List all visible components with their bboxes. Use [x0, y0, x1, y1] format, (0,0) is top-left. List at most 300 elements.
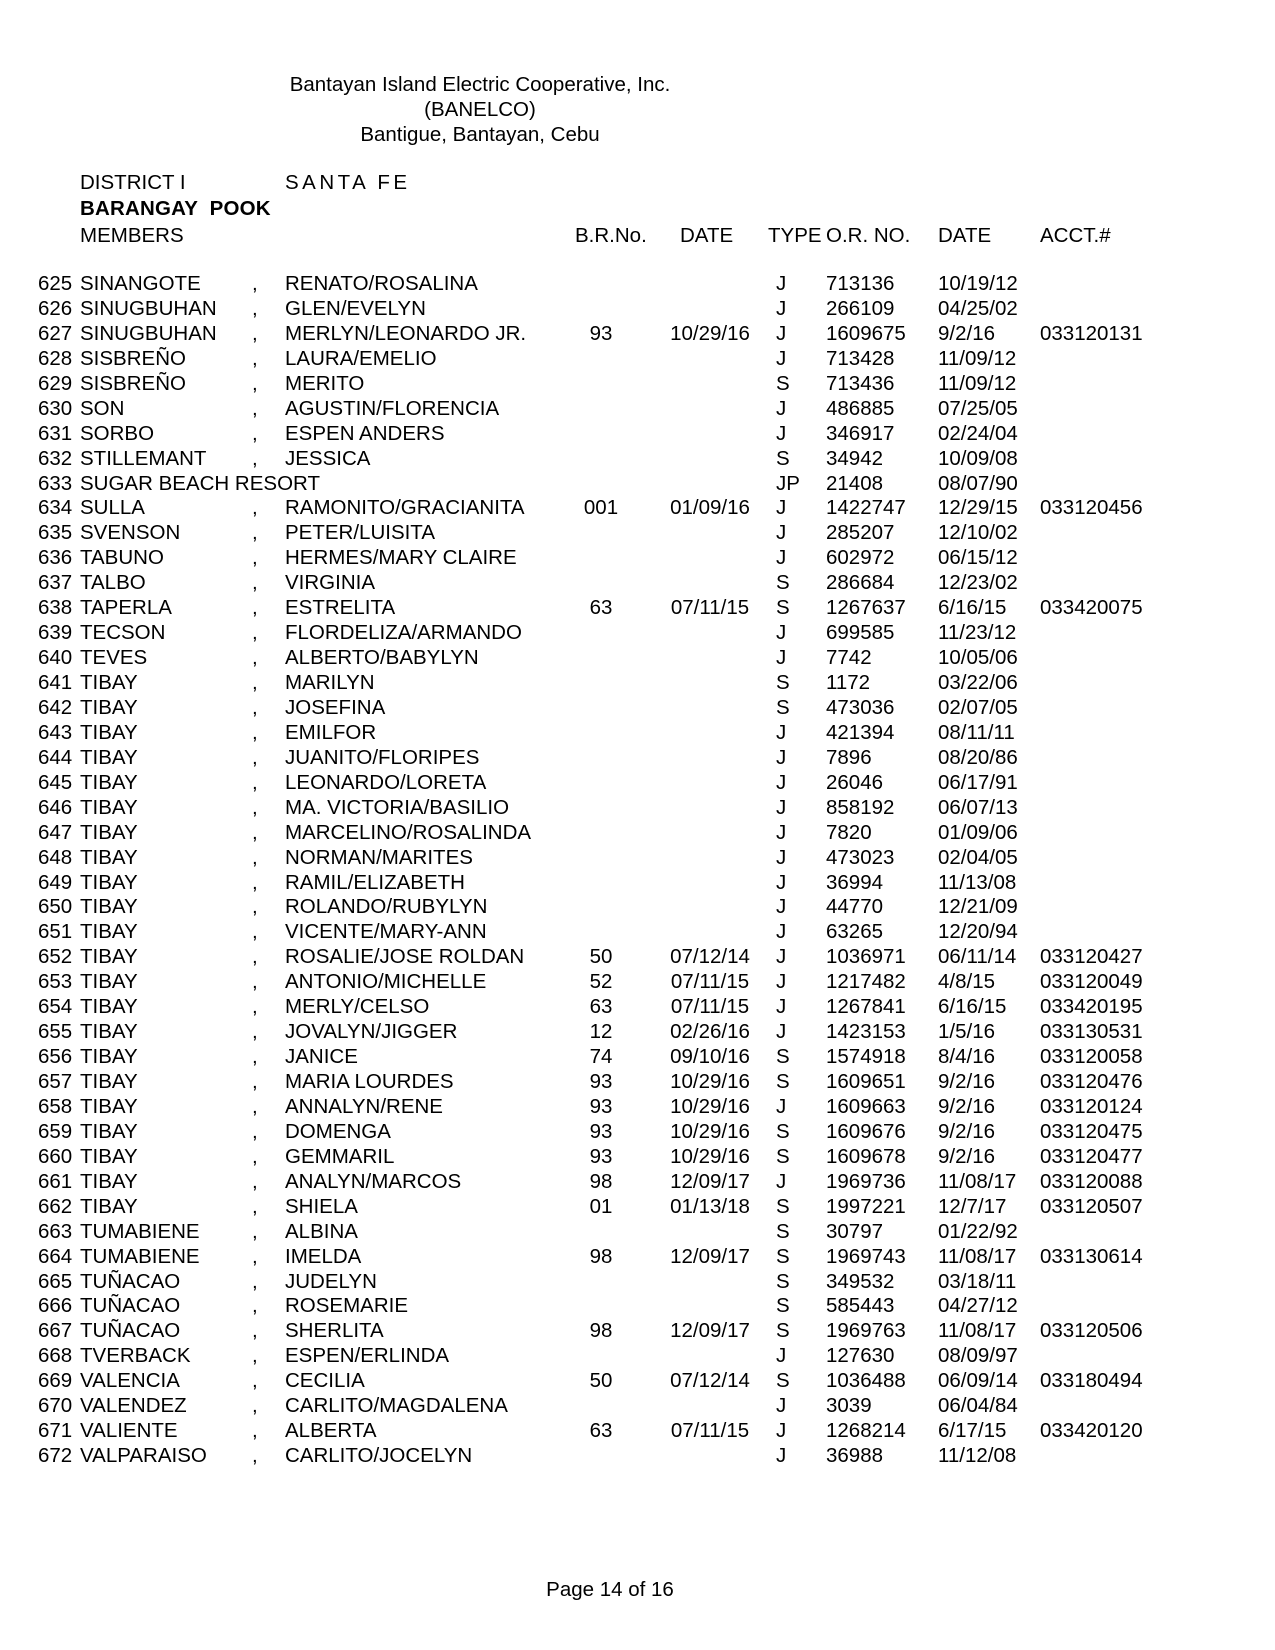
row-last-name: VALPARAISO — [80, 1444, 207, 1468]
district-label: DISTRICT I — [80, 171, 186, 194]
row-type: S — [776, 446, 790, 470]
row-or-no: 1969763 — [826, 1319, 906, 1343]
row-first-name: PETER/LUISITA — [285, 521, 435, 545]
row-type: J — [776, 396, 787, 420]
row-acct-no: 033120088 — [1040, 1169, 1143, 1193]
row-separator: , — [252, 496, 258, 520]
row-br-date: 10/29/16 — [670, 321, 750, 345]
row-or-date: 11/23/12 — [938, 621, 1017, 645]
row-separator: , — [252, 695, 258, 719]
row-acct-no: 033120124 — [1040, 1094, 1143, 1118]
row-separator: , — [252, 1045, 258, 1069]
row-last-name: TUÑACAO — [80, 1319, 181, 1343]
row-seq: 663 — [38, 1219, 73, 1243]
row-last-name: TIBAY — [80, 1094, 138, 1118]
row-separator: , — [252, 1269, 258, 1293]
cooperative-address: Bantigue, Bantayan, Cebu — [360, 123, 600, 146]
row-or-date: 07/25/05 — [938, 396, 1018, 420]
row-br-date: 07/12/14 — [670, 1369, 750, 1393]
row-last-name: TIBAY — [80, 671, 138, 694]
row-separator: , — [252, 1394, 258, 1418]
row-seq: 652 — [38, 945, 73, 969]
row-br-date: 01/09/16 — [670, 496, 750, 520]
row-separator: , — [252, 321, 258, 345]
row-or-no: 36994 — [826, 870, 884, 894]
row-seq: 654 — [38, 995, 73, 1019]
members-table — [0, 272, 1275, 1469]
row-first-name: SHERLITA — [285, 1319, 384, 1343]
row-seq: 667 — [38, 1319, 73, 1343]
row-last-name: VALIENTE — [80, 1419, 178, 1443]
letterhead — [0, 72, 960, 147]
row-type: J — [776, 521, 787, 545]
row-last-name: TIBAY — [80, 795, 138, 819]
row-seq: 650 — [38, 895, 73, 919]
table-row — [0, 1195, 1275, 1220]
row-or-no: 285207 — [826, 521, 895, 545]
row-first-name: AGUSTIN/FLORENCIA — [285, 396, 500, 420]
row-separator: , — [252, 371, 258, 395]
row-type: S — [776, 671, 790, 694]
row-or-no: 1268214 — [826, 1419, 906, 1443]
column-header-br-date: DATE — [680, 224, 734, 247]
row-type: J — [776, 346, 787, 370]
row-or-no: 473023 — [826, 845, 895, 869]
table-row — [0, 1045, 1275, 1070]
row-type: S — [776, 571, 790, 595]
row-type: J — [776, 870, 787, 894]
row-last-name: STILLEMANT — [80, 446, 207, 470]
row-type: J — [776, 920, 787, 944]
row-or-date: 11/09/12 — [938, 346, 1017, 370]
table-row — [0, 1120, 1275, 1145]
row-type: S — [776, 1369, 790, 1393]
row-first-name: ESTRELITA — [285, 596, 396, 620]
row-or-no: 1217482 — [826, 970, 906, 994]
column-header-row — [0, 224, 1275, 250]
row-or-no: 1267637 — [826, 596, 906, 620]
row-br-date: 07/11/15 — [670, 970, 750, 994]
column-header-brno: B.R.No. — [575, 224, 647, 247]
row-separator: , — [252, 1144, 258, 1168]
row-first-name: JUDELYN — [285, 1269, 377, 1293]
table-row — [0, 796, 1275, 821]
row-br-no: 63 — [589, 995, 613, 1019]
row-last-name: TIBAY — [80, 1045, 138, 1069]
row-first-name: VIRGINIA — [285, 571, 375, 595]
row-first-name: ANTONIO/MICHELLE — [285, 970, 487, 994]
table-row — [0, 1394, 1275, 1419]
row-separator: , — [252, 296, 258, 320]
table-row — [0, 297, 1275, 322]
row-last-name: TAPERLA — [80, 596, 172, 620]
row-or-date: 12/7/17 — [938, 1194, 1007, 1218]
row-seq: 646 — [38, 795, 73, 819]
row-separator: , — [252, 920, 258, 944]
row-or-no: 1609651 — [826, 1070, 906, 1093]
row-first-name: MA. VICTORIA/BASILIO — [285, 795, 510, 819]
table-row — [0, 945, 1275, 970]
row-first-name: LEONARDO/LORETA — [285, 770, 487, 794]
row-first-name: CECILIA — [285, 1369, 365, 1393]
table-row — [0, 397, 1275, 422]
table-row — [0, 1095, 1275, 1120]
table-row — [0, 472, 1275, 497]
row-acct-no: 033120507 — [1040, 1194, 1143, 1218]
table-row — [0, 347, 1275, 372]
column-header-acct: ACCT.# — [1040, 224, 1111, 247]
row-or-date: 01/22/92 — [938, 1219, 1018, 1243]
row-or-no: 63265 — [826, 920, 884, 944]
row-last-name: TALBO — [80, 571, 146, 595]
row-seq: 645 — [38, 770, 73, 794]
row-type: JP — [776, 471, 800, 495]
column-header-or-date: DATE — [938, 224, 992, 247]
row-or-no: 1172 — [826, 671, 871, 694]
column-header-orno: O.R. NO. — [826, 224, 911, 247]
row-br-date: 10/29/16 — [670, 1119, 750, 1143]
row-seq: 668 — [38, 1344, 73, 1368]
row-or-no: 1997221 — [826, 1194, 906, 1218]
table-row — [0, 1369, 1275, 1394]
row-separator: , — [252, 945, 258, 969]
row-br-date: 07/11/15 — [670, 1419, 750, 1443]
row-type: S — [776, 1319, 790, 1343]
row-first-name: MARILYN — [285, 671, 375, 694]
row-last-name: TUMABIENE — [80, 1244, 200, 1268]
row-acct-no: 033120427 — [1040, 945, 1143, 969]
row-br-date: 01/13/18 — [670, 1194, 750, 1218]
row-separator: , — [252, 870, 258, 894]
row-first-name: RAMONITO/GRACIANITA — [285, 496, 525, 520]
row-or-date: 08/09/97 — [938, 1344, 1018, 1368]
row-first-name: JOSEFINA — [285, 695, 386, 719]
cooperative-acronym: (BANELCO) — [424, 98, 536, 121]
row-br-date: 09/10/16 — [670, 1045, 750, 1069]
row-or-no: 21408 — [826, 471, 884, 495]
row-type: J — [776, 496, 787, 520]
row-or-date: 08/07/90 — [938, 471, 1018, 495]
row-seq: 641 — [38, 671, 73, 694]
row-br-date: 07/11/15 — [670, 596, 750, 620]
row-or-no: 1267841 — [826, 995, 906, 1019]
row-type: S — [776, 1194, 790, 1218]
row-last-name: SISBREÑO — [80, 371, 186, 395]
row-or-no: 713436 — [826, 371, 895, 395]
row-seq: 642 — [38, 695, 73, 719]
row-or-no: 486885 — [826, 396, 895, 420]
table-row — [0, 1270, 1275, 1295]
row-type: S — [776, 1294, 790, 1318]
row-seq: 629 — [38, 371, 73, 395]
row-or-date: 9/2/16 — [938, 1119, 995, 1143]
row-seq: 658 — [38, 1094, 73, 1118]
row-or-no: 34942 — [826, 446, 884, 470]
row-first-name: ROLANDO/RUBYLYN — [285, 895, 488, 919]
table-row — [0, 846, 1275, 871]
row-separator: , — [252, 621, 258, 645]
row-first-name: VICENTE/MARY-ANN — [285, 920, 487, 944]
row-acct-no: 033120058 — [1040, 1045, 1143, 1069]
row-or-no: 1609676 — [826, 1119, 906, 1143]
row-last-name: SON — [80, 396, 125, 420]
row-or-date: 10/19/12 — [938, 272, 1018, 295]
row-separator: , — [252, 1444, 258, 1468]
row-or-no: 1969736 — [826, 1169, 906, 1193]
row-type: J — [776, 1419, 787, 1443]
table-row — [0, 447, 1275, 472]
row-br-no: 001 — [583, 496, 619, 520]
row-last-name: SORBO — [80, 421, 155, 445]
row-seq: 660 — [38, 1144, 73, 1168]
row-seq: 626 — [38, 296, 73, 320]
row-first-name: ALBERTO/BABYLYN — [285, 646, 479, 670]
row-or-no: 602972 — [826, 546, 895, 570]
row-last-name: TUMABIENE — [80, 1219, 200, 1243]
row-seq: 630 — [38, 396, 73, 420]
table-row — [0, 1344, 1275, 1369]
row-separator: , — [252, 1244, 258, 1268]
row-last-name: TIBAY — [80, 745, 138, 769]
row-or-date: 4/8/15 — [938, 970, 995, 994]
row-type: J — [776, 296, 787, 320]
row-or-date: 06/04/84 — [938, 1394, 1018, 1418]
row-type: S — [776, 1244, 790, 1268]
table-row — [0, 671, 1275, 696]
row-seq: 637 — [38, 571, 73, 595]
row-type: J — [776, 272, 787, 295]
row-seq: 627 — [38, 321, 73, 345]
table-row — [0, 496, 1275, 521]
table-row — [0, 272, 1275, 297]
row-seq: 661 — [38, 1169, 73, 1193]
row-type: S — [776, 695, 790, 719]
column-header-members: MEMBERS — [80, 224, 184, 247]
row-br-no: 74 — [589, 1045, 613, 1069]
row-type: J — [776, 770, 787, 794]
row-acct-no: 033130614 — [1040, 1244, 1143, 1268]
row-or-no: 36988 — [826, 1444, 884, 1468]
row-br-no: 52 — [589, 970, 613, 994]
row-separator: , — [252, 795, 258, 819]
row-or-date: 06/15/12 — [938, 546, 1018, 570]
row-separator: , — [252, 995, 258, 1019]
row-or-no: 699585 — [826, 621, 895, 645]
row-seq: 625 — [38, 272, 73, 295]
row-acct-no: 033120476 — [1040, 1070, 1143, 1093]
row-or-no: 1609663 — [826, 1094, 906, 1118]
row-or-date: 10/09/08 — [938, 446, 1018, 470]
row-type: J — [776, 720, 787, 744]
row-separator: , — [252, 571, 258, 595]
table-row — [0, 821, 1275, 846]
row-last-name: TIBAY — [80, 770, 138, 794]
row-br-date: 10/29/16 — [670, 1070, 750, 1093]
row-or-date: 02/07/05 — [938, 695, 1018, 719]
row-type: J — [776, 646, 787, 670]
row-or-date: 12/23/02 — [938, 571, 1018, 595]
row-type: J — [776, 970, 787, 994]
row-separator: , — [252, 720, 258, 744]
row-seq: 639 — [38, 621, 73, 645]
row-first-name: JUANITO/FLORIPES — [285, 745, 480, 769]
row-br-date: 10/29/16 — [670, 1144, 750, 1168]
row-or-date: 03/18/11 — [938, 1269, 1017, 1293]
row-last-name: TIBAY — [80, 845, 138, 869]
row-acct-no: 033120506 — [1040, 1319, 1143, 1343]
row-first-name: ROSALIE/JOSE ROLDAN — [285, 945, 525, 969]
row-type: J — [776, 795, 787, 819]
row-acct-no: 033120049 — [1040, 970, 1143, 994]
row-seq: 633 — [38, 471, 73, 495]
row-seq: 632 — [38, 446, 73, 470]
row-acct-no: 033420120 — [1040, 1419, 1143, 1443]
row-type: S — [776, 371, 790, 395]
row-last-name: TEVES — [80, 646, 148, 670]
row-br-no: 98 — [589, 1244, 613, 1268]
table-row — [0, 1145, 1275, 1170]
row-seq: 655 — [38, 1020, 73, 1044]
table-row — [0, 422, 1275, 447]
row-last-name: TIBAY — [80, 720, 138, 744]
table-row — [0, 771, 1275, 796]
row-br-no: 98 — [589, 1319, 613, 1343]
table-row — [0, 596, 1275, 621]
row-type: J — [776, 1394, 787, 1418]
row-or-date: 9/2/16 — [938, 1070, 995, 1093]
row-or-no: 286684 — [826, 571, 895, 595]
table-row — [0, 1020, 1275, 1045]
table-row — [0, 895, 1275, 920]
row-or-no: 585443 — [826, 1294, 895, 1318]
row-first-name: LAURA/EMELIO — [285, 346, 437, 370]
row-first-name: RENATO/ROSALINA — [285, 272, 478, 295]
row-br-no: 93 — [589, 1094, 613, 1118]
row-or-date: 11/08/17 — [938, 1169, 1017, 1193]
row-or-date: 11/09/12 — [938, 371, 1017, 395]
row-separator: , — [252, 770, 258, 794]
row-first-name: NORMAN/MARITES — [285, 845, 473, 869]
row-seq: 634 — [38, 496, 73, 520]
row-or-date: 9/2/16 — [938, 321, 995, 345]
row-first-name: DOMENGA — [285, 1119, 391, 1143]
table-row — [0, 621, 1275, 646]
row-or-no: 3039 — [826, 1394, 872, 1418]
row-first-name: HERMES/MARY CLAIRE — [285, 546, 517, 570]
row-seq: 651 — [38, 920, 73, 944]
row-separator: , — [252, 1194, 258, 1218]
row-or-no: 1609675 — [826, 321, 906, 345]
table-row — [0, 871, 1275, 896]
row-first-name: FLORDELIZA/ARMANDO — [285, 621, 522, 645]
row-or-date: 11/08/17 — [938, 1244, 1017, 1268]
row-br-no: 98 — [589, 1169, 613, 1193]
row-last-name: SUGAR BEACH RESORT — [80, 471, 320, 495]
row-type: J — [776, 546, 787, 570]
row-or-date: 02/24/04 — [938, 421, 1018, 445]
row-last-name: TIBAY — [80, 1119, 138, 1143]
table-row — [0, 995, 1275, 1020]
row-br-no: 01 — [589, 1194, 613, 1218]
row-type: S — [776, 1219, 790, 1243]
row-br-no: 93 — [589, 321, 613, 345]
row-first-name: ESPEN/ERLINDA — [285, 1344, 450, 1368]
row-separator: , — [252, 1319, 258, 1343]
table-row — [0, 1444, 1275, 1469]
row-type: J — [776, 1094, 787, 1118]
row-br-no: 93 — [589, 1070, 613, 1093]
row-separator: , — [252, 421, 258, 445]
row-or-date: 12/21/09 — [938, 895, 1018, 919]
row-first-name: JANICE — [285, 1045, 358, 1069]
row-or-no: 473036 — [826, 695, 895, 719]
row-last-name: TIBAY — [80, 945, 138, 969]
row-first-name: IMELDA — [285, 1244, 362, 1268]
row-first-name: EMILFOR — [285, 720, 377, 744]
row-type: J — [776, 1020, 787, 1044]
row-type: S — [776, 1144, 790, 1168]
row-type: J — [776, 995, 787, 1019]
row-or-date: 06/09/14 — [938, 1369, 1018, 1393]
row-last-name: TABUNO — [80, 546, 164, 570]
row-first-name: ALBINA — [285, 1219, 358, 1243]
row-first-name: CARLITO/JOCELYN — [285, 1444, 473, 1468]
row-seq: 671 — [38, 1419, 73, 1443]
row-or-no: 26046 — [826, 770, 884, 794]
row-br-no: 50 — [589, 1369, 613, 1393]
row-acct-no: 033420195 — [1040, 995, 1143, 1019]
row-last-name: TIBAY — [80, 995, 138, 1019]
table-row — [0, 1220, 1275, 1245]
row-separator: , — [252, 546, 258, 570]
row-first-name: JOVALYN/JIGGER — [285, 1020, 458, 1044]
row-last-name: TIBAY — [80, 895, 138, 919]
row-or-date: 6/16/15 — [938, 995, 1007, 1019]
row-or-date: 01/09/06 — [938, 820, 1018, 844]
row-seq: 638 — [38, 596, 73, 620]
row-or-no: 346917 — [826, 421, 895, 445]
row-first-name: GEMMARIL — [285, 1144, 395, 1168]
column-header-type: TYPE — [768, 224, 822, 247]
row-last-name: SINUGBUHAN — [80, 296, 217, 320]
row-separator: , — [252, 1094, 258, 1118]
district-value: SANTA FE — [285, 171, 411, 194]
row-last-name: TIBAY — [80, 820, 138, 844]
row-first-name: ANALYN/MARCOS — [285, 1169, 462, 1193]
row-separator: , — [252, 1119, 258, 1143]
row-br-date: 02/26/16 — [670, 1020, 750, 1044]
row-type: J — [776, 1169, 787, 1193]
row-separator: , — [252, 845, 258, 869]
row-last-name: TVERBACK — [80, 1344, 191, 1368]
row-or-no: 1036971 — [826, 945, 906, 969]
row-or-no: 44770 — [826, 895, 884, 919]
row-or-no: 1609678 — [826, 1144, 906, 1168]
row-separator: , — [252, 1369, 258, 1393]
row-br-no: 63 — [589, 596, 613, 620]
row-separator: , — [252, 646, 258, 670]
row-br-no: 50 — [589, 945, 613, 969]
row-first-name: MERLY/CELSO — [285, 995, 430, 1019]
row-or-no: 1422747 — [826, 496, 906, 520]
row-seq: 669 — [38, 1369, 73, 1393]
table-row — [0, 646, 1275, 671]
row-or-no: 1969743 — [826, 1244, 906, 1268]
row-br-no: 63 — [589, 1419, 613, 1443]
row-or-no: 266109 — [826, 296, 895, 320]
row-first-name: CARLITO/MAGDALENA — [285, 1394, 508, 1418]
table-row — [0, 746, 1275, 771]
